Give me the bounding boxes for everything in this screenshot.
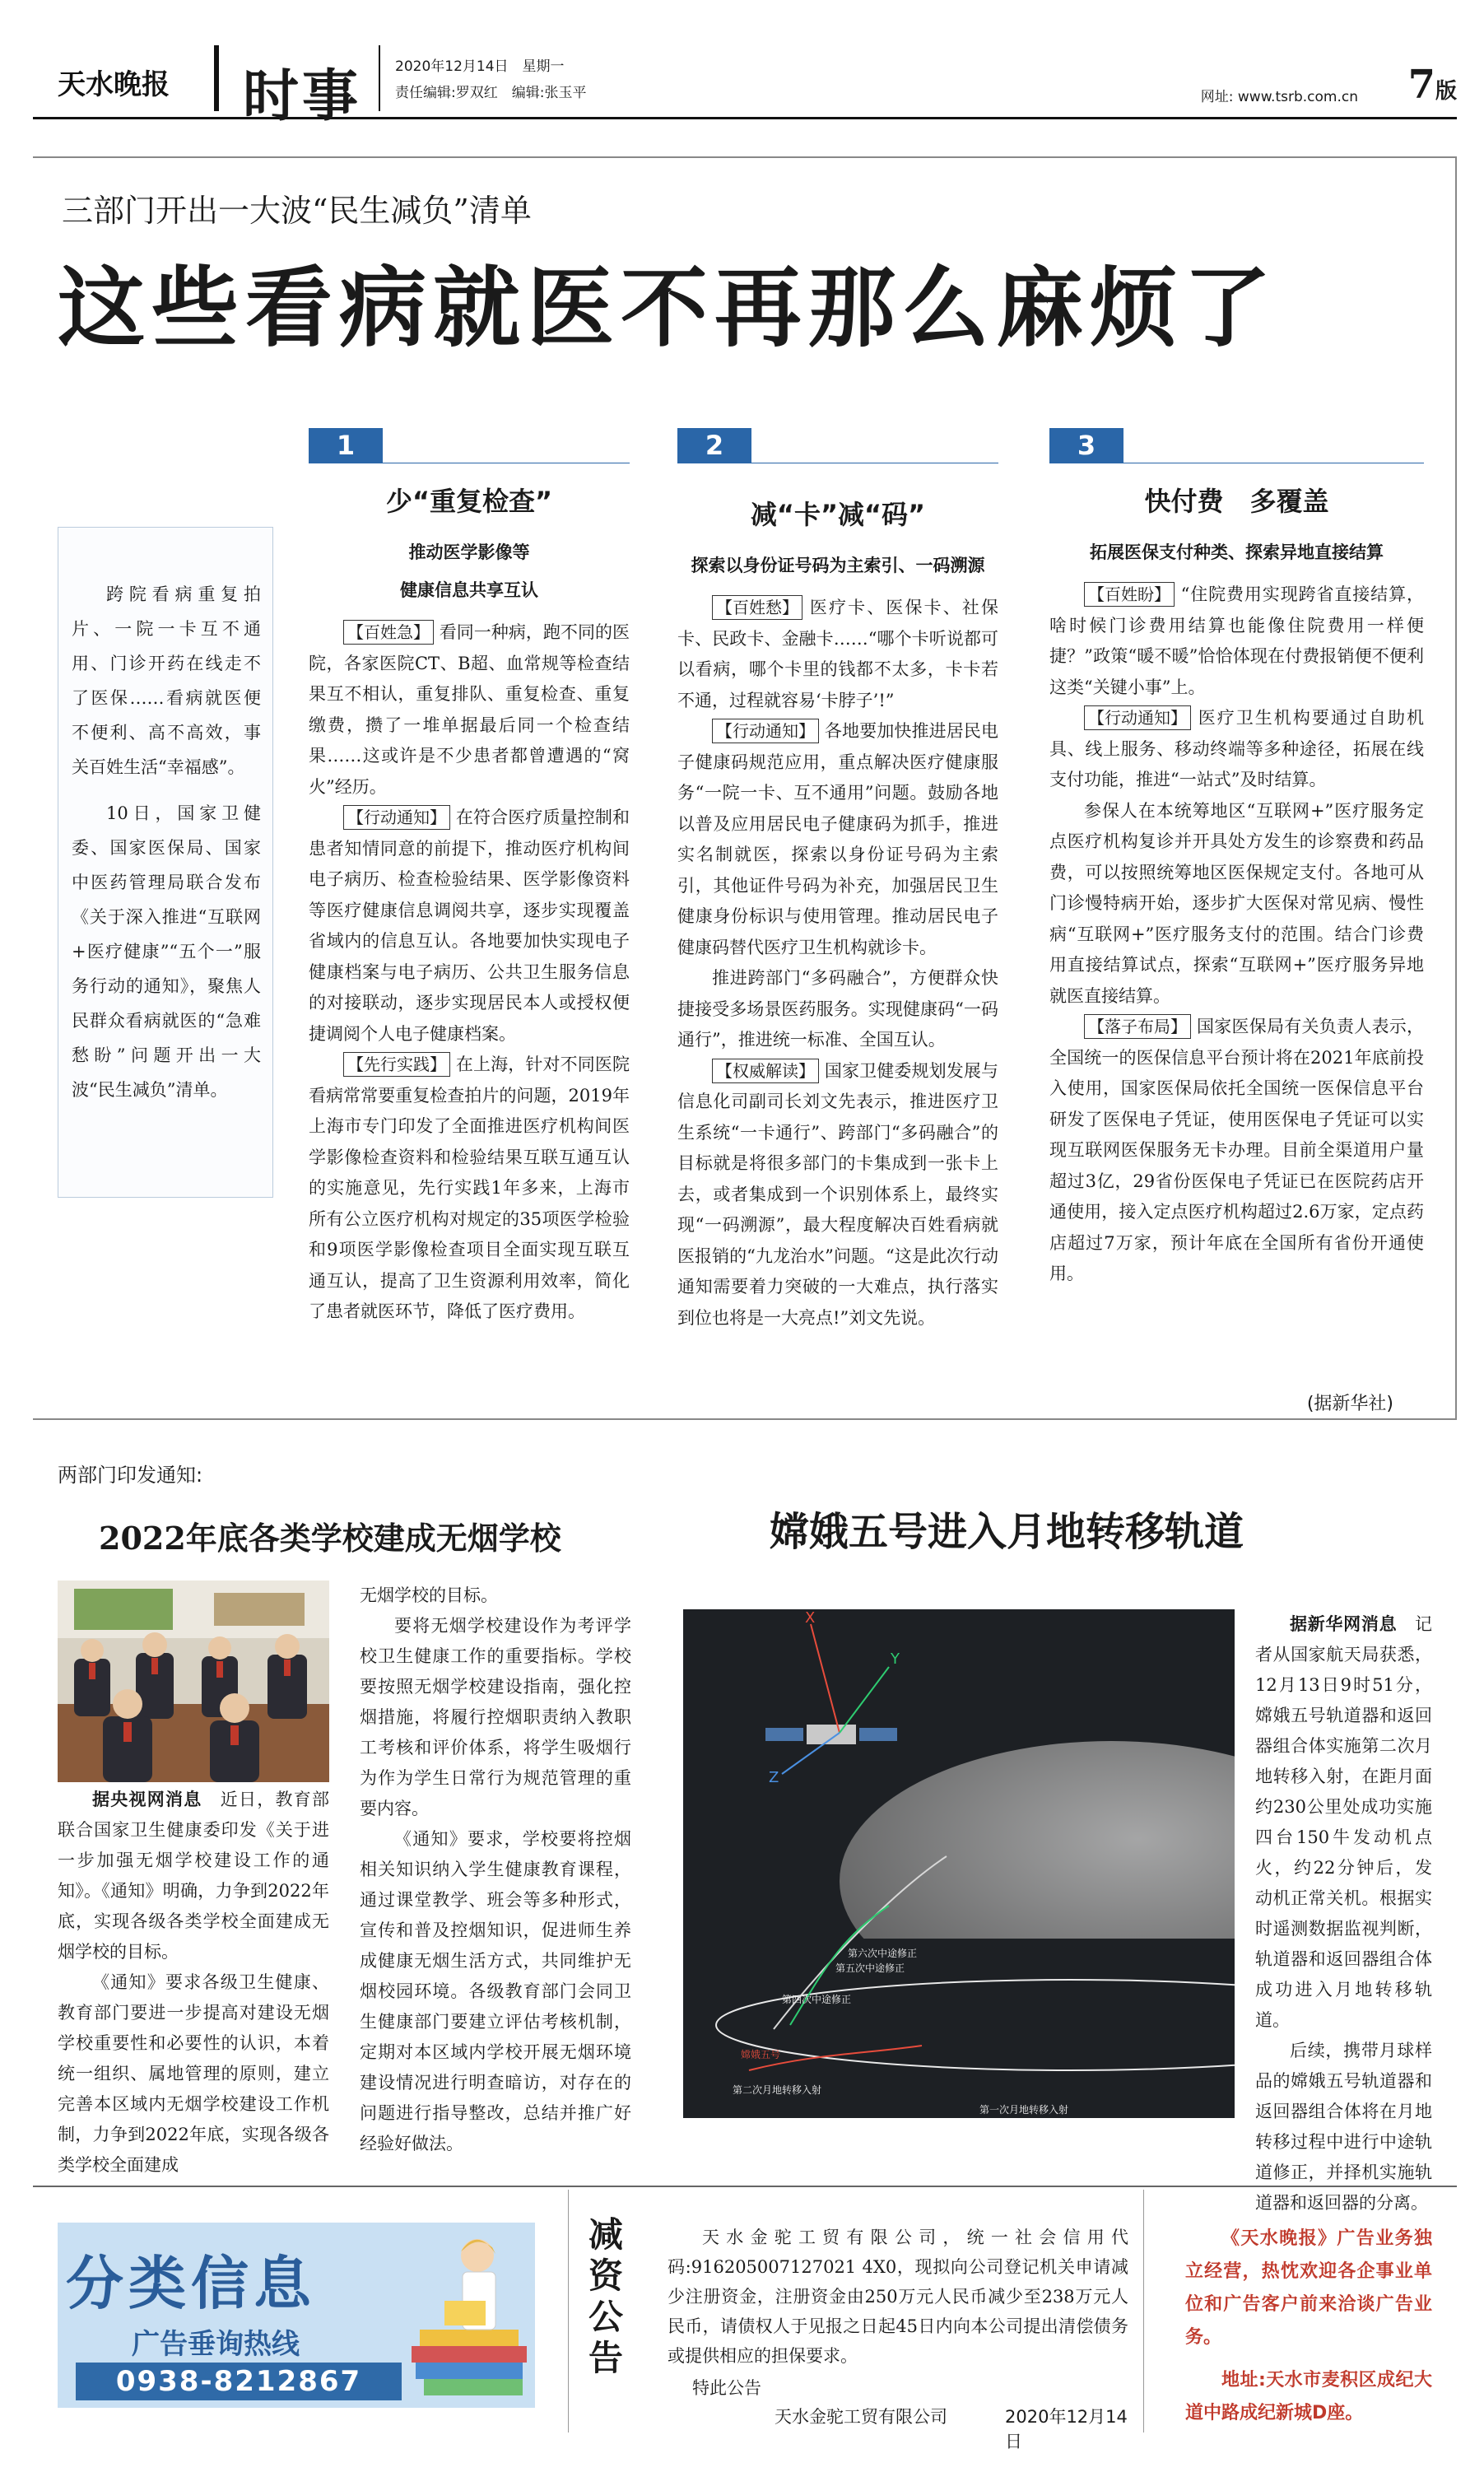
- section-tag: 【落子布局】: [1084, 1014, 1191, 1039]
- body-paragraph: [677, 716, 998, 963]
- axis-z-label: Z: [769, 1769, 779, 1786]
- notice-signature: 天水金驼工贸有限公司: [775, 2407, 947, 2427]
- column-number-bar: [1049, 428, 1424, 463]
- paragraph-text: 各地要加快推进居民电子健康码规范应用，重点解决医疗健康服务“一院一卡、互不通用”问题。鼓励各地以普及应用居民电子健康码为抓手，推进实名制就医，探索以身份证号码为主索引，其他证件号码为补充，加强居民卫生健康身份标识与使用管理。推动居民电子健康码替代医疗卫生机构就诊卡。: [677, 721, 998, 957]
- section-tag: 【百姓盼】: [1084, 582, 1175, 607]
- axis-x-label: X: [805, 1609, 816, 1627]
- classified-hotline: 广告垂询热线: [132, 2328, 300, 2361]
- paragraph-text: 国家医保局有关负责人表示，全国统一的医保信息平台预计将在2021年底前投入使用，国家医保局依托全国统一医保信息平台研发了医保电子凭证，使用医保电子凭证可以实现互联网医保服务无卡办理。目前全渠道用户量超过3亿，29省份医保电子凭证已在医院药店开通使用，接入定点医疗机构超过2.6万家，定点药店超过7万家，预计年底在全国所有省份开通使用。: [1049, 1017, 1424, 1283]
- paragraph-text: 在上海，针对不同医院看病常常要重复检查拍片的问题，2019年上海市专门印发了全面推进医疗机构间医学影像检查资料和检验结果互联互通互认的实施意见，先行实践1年多来，上海市所有公立医疗机构对规定的35项医学检验和9项医学影像检查项目全面实现互联互通互认，提高了卫生资源利用效率，简化了患者就医环节，降低了医疗费用。: [309, 1054, 630, 1321]
- section-tag: 【权威解读】: [712, 1059, 819, 1083]
- body-paragraph: [58, 1967, 329, 2181]
- header-divider-thin: [379, 45, 380, 111]
- notice-body: 天水金驼工贸有限公司，统一社会信用代码:916205007127021 4X0，现拟向公司登记机关申请减少注册资金，注册资金由250万元人民币减少至238万元人民币，请债权人于见报之日起45日内向本公司提出清偿债务或提供相应的担保要求。: [668, 2228, 1128, 2366]
- paragraph-text: 记者从国家航天局获悉，12月13日9时51分，嫦娥五号轨道器和返回器组合体实施第二次月地转移入射，在距月面约230公里处成功实施四台150牛发动机点火，约22分钟后，发动机正常关机。根据实时遥测数据监视判断，轨道器和返回器组合体成功进入月地转移轨道。: [1255, 1614, 1433, 2030]
- notice-date: 2020年12月14日: [1005, 2407, 1128, 2451]
- orbit-diagram: [683, 1609, 1235, 2118]
- paragraph-text: 近日，教育部联合国家卫生健康委印发《关于进一步加强无烟学校建设工作的通知》。《通知》明确，力争到2022年底，实现各级各类学校全面建成无烟学校的目标。: [58, 1790, 329, 1962]
- article-column-3: [1049, 428, 1424, 1290]
- body-paragraph: [1049, 703, 1424, 796]
- intro-paragraph: 跨院看病重复拍片、一院一卡互不通用、门诊开药在线走不了医保……看病就医便不便利、高不高效，事关百姓生活“幸福感”。: [72, 584, 261, 777]
- paragraph-text: 推进跨部门“多码融合”，方便群众快捷接受多场景医药服务。实现健康码“一码通行”，推进统一标准、全国互认。: [677, 968, 998, 1050]
- column-subheading: [1049, 533, 1424, 571]
- column-body: [1049, 580, 1424, 1290]
- trajectory-label: 嫦娥五号: [741, 2049, 781, 2060]
- subheading-line: 拓展医保支付种类、探索异地直接结算: [1090, 542, 1384, 562]
- paragraph-text: 看同一种病，跑不同的医院，各家医院CT、B超、血常规等检查结果互不相认，重复排队、重复检查、重复缴费，攒了一堆单据最后同一个检查结果……这或许是不少患者都曾遭遇的“窝火”经历。: [309, 622, 630, 797]
- paragraph-text: 国家卫健委规划发展与信息化司副司长刘文先表示，推进医疗卫生系统“一卡通行”、跨部门“多码融合”的目标就是将很多部门的卡集成到一张卡上去，或者集成到一个识别体系上，最终实现“一码溯源”，最大程度解决百姓看病就医报销的“九龙治水”问题。“这是此次行动通知需要着力突破的一大难点，执行落实到位也将是一大亮点!”刘文先说。: [677, 1060, 998, 1328]
- column-number: 3: [1049, 428, 1123, 463]
- story2-column-right: [360, 1581, 631, 2159]
- body-paragraph: [1049, 580, 1424, 703]
- section-tag: 【行动通知】: [343, 805, 450, 830]
- column-heading: 快付费 多覆盖: [1144, 486, 1329, 517]
- story2-column-left: [58, 1785, 329, 2181]
- column-number: 1: [309, 428, 383, 463]
- section-title: 时事: [243, 63, 362, 129]
- section-tag: 【行动通知】: [712, 719, 819, 743]
- intro-sidebar: [58, 527, 273, 1198]
- trajectory-label: 第二次月地转移入射: [733, 2084, 822, 2096]
- orbit-diagram-image: [683, 1609, 1235, 2118]
- source-lead: 据央视网消息: [92, 1790, 202, 1809]
- bottom-divider: [33, 2186, 1457, 2187]
- story3-body: [1255, 1609, 1432, 2218]
- capital-reduction-notice: [568, 2190, 1144, 2451]
- intro-paragraph: 10日，国家卫健委、国家医保局、国家中医药管理局联合发布《关于深入推进“互联网+医疗健康”“五个一”服务行动的通知》，聚焦人民群众看病就医的“急难愁盼”问题开出一大波“民生减负”清单。: [72, 803, 261, 1100]
- body-paragraph: [309, 1050, 630, 1328]
- article-column-2: [677, 428, 998, 1334]
- promo-text: 《天水晚报》广告业务独立经营，热忱欢迎各企事业单位和广告客户前来洽谈广告业务。: [1185, 2228, 1432, 2348]
- section-tag: 【先行实践】: [343, 1052, 450, 1077]
- story2-headline: 2022年底各类学校建成无烟学校: [99, 1520, 561, 1557]
- classified-ad: [58, 2223, 535, 2408]
- trajectory-label: 第四次中途修正: [782, 1994, 852, 2005]
- subheading-line: 探索以身份证号码为主索引、一码溯源: [691, 555, 985, 575]
- reading-girl-illustration: [395, 2223, 535, 2408]
- article-column-1: [309, 428, 630, 1328]
- body-paragraph: [309, 617, 630, 803]
- subheading-line: 健康信息共享互认: [400, 580, 538, 600]
- axis-y-label: Y: [891, 1650, 900, 1668]
- column-body: [677, 593, 998, 1334]
- page-header: [33, 21, 1457, 129]
- body-paragraph: [1255, 2036, 1432, 2218]
- story2-kicker: 两部门印发通知:: [58, 1464, 203, 1487]
- main-kicker: 三部门开出一大波“民生减负”清单: [62, 193, 532, 229]
- body-paragraph: [1049, 796, 1424, 1013]
- trajectory-label: 第一次月地转移入射: [979, 2104, 1069, 2116]
- column-body: [309, 617, 630, 1328]
- trajectory-label: 第六次中途修正: [848, 1948, 918, 1959]
- body-paragraph: [677, 963, 998, 1056]
- page-number: [1408, 62, 1457, 108]
- body-paragraph: [309, 803, 630, 1050]
- notice-title: 减资公告: [588, 2214, 623, 2378]
- column-number-bar: [677, 428, 998, 463]
- body-paragraph: 《通知》要求，学校要将控烟相关知识纳入学生健康教育课程，通过课堂教学、班会等多种形式，宣传和普及控烟知识，促进师生养成健康无烟生活方式，共同维护无烟校园环境。各级教育部门会同卫生健康部门要建立评估考核机制，定期对本区域内学校开展无烟环境建设情况进行明查暗访，对存在的问题进行指导整改，总结并推广好经验好做法。: [360, 1829, 631, 2153]
- header-divider: [214, 45, 219, 111]
- body-paragraph: [58, 1785, 329, 1967]
- paragraph-text: 《通知》要求各级卫生健康、教育部门要进一步提高对建设无烟学校重要性和必要性的认识，本着统一组织、属地管理的原则，建立完善本区域内无烟学校建设工作机制，力争到2022年底，实现各级各类学校全面建成: [58, 1972, 329, 2175]
- column-heading: 少“重复检查”: [385, 486, 553, 517]
- body-paragraph: [677, 593, 998, 716]
- paragraph-text: 后续，携带月球样品的嫦娥五号轨道器和返回器组合体将在月地转移过程中进行中途轨道修正，并择机实施轨道器和返回器的分离。: [1255, 2041, 1432, 2213]
- website: 网址: www.tsrb.com.cn: [1200, 89, 1358, 105]
- paragraph-text: 参保人在本统筹地区“互联网+”医疗服务定点医疗机构复诊并开具处方发生的诊察费和药品费，可以按照统筹地区医保规定支付。各地可从门诊慢特病开始，逐步扩大医保对常见病、慢性病“互联网+”医疗服务支付的范围。结合门诊费用直接结算试点，探索“互联网+”医疗服务异地就医直接结算。: [1049, 800, 1424, 1006]
- source-credit: (据新华社): [1306, 1394, 1393, 1414]
- column-number-bar: [309, 428, 630, 463]
- body-paragraph: [677, 1056, 998, 1334]
- source-lead: 据新华网消息: [1290, 1614, 1398, 1634]
- page-number-value: 7: [1407, 62, 1435, 108]
- main-headline: 这些看病就医不再那么麻烦了: [58, 258, 1277, 359]
- body-paragraph: 要将无烟学校建设作为考评学校卫生健康工作的重要指标。学校要按照无烟学校建设指南，强化控烟措施，将履行控烟职责纳入教职工考核和评价体系，将学生吸烟行为作为学生日常行为规范管理的重要内容。: [360, 1616, 631, 1818]
- page-number-unit: 版: [1435, 79, 1457, 104]
- editors: 责任编辑:罗双红 编辑:张玉平: [395, 85, 587, 101]
- classroom-photo: [58, 1581, 329, 1782]
- column-heading: 减“卡”减“码”: [750, 499, 926, 530]
- paragraph-text: 医疗卡、医保卡、社保卡、民政卡、金融卡……“哪个卡听说都可以看病，哪个卡里的钱都不太多，卡卡若不通，过程就容易‘卡脖子’!”: [677, 598, 998, 710]
- section-tag: 【行动通知】: [1084, 705, 1191, 730]
- paragraph-text: “住院费用实现跨省直接结算，啥时候门诊费用结算也能像住院费用一样便捷？”政策“暖不暖”恰恰体现在付费报销便不便利这类“关键小事”上。: [1049, 584, 1424, 697]
- body-paragraph: [1049, 1012, 1424, 1290]
- column-subheading: [677, 547, 998, 584]
- column-subheading: [309, 533, 630, 609]
- section-tag: 【百姓愁】: [712, 595, 802, 620]
- body-paragraph: [1255, 1609, 1432, 2036]
- classroom-photo-image: [58, 1581, 329, 1782]
- paragraph-text: 在符合医疗质量控制和患者知情同意的前提下，推动医疗机构间电子病历、检查检验结果、医学影像资料等医疗健康信息调阅共享，逐步实现覆盖省域内的信息互认。各地要加快实现电子健康档案与电子病历、公共卫生服务信息的对接联动，逐步实现居民本人或授权便捷调阅个人电子健康档案。: [309, 808, 630, 1044]
- promo-address: 地址:天水市麦积区成纪大道中路成纪新城D座。: [1185, 2370, 1432, 2423]
- header-meta: [395, 54, 586, 106]
- masthead: 天水晚报: [58, 68, 170, 101]
- column-number: 2: [677, 428, 751, 463]
- issue-date: 2020年12月14日 星期一: [395, 58, 565, 75]
- subheading-line: 推动医学影像等: [408, 542, 530, 562]
- story3-headline: 嫦娥五号进入月地转移轨道: [770, 1509, 1244, 1555]
- notice-closing: 特此公告: [692, 2378, 761, 2398]
- section-tag: 【百姓急】: [343, 620, 434, 645]
- classified-title: 分类信息: [66, 2250, 316, 2317]
- trajectory-label: 第五次中途修正: [835, 1962, 905, 1974]
- ad-promo: [1185, 2223, 1432, 2430]
- classified-phone: 0938-8212867: [76, 2363, 402, 2400]
- paragraph-text: 医疗卫生机构要通过自助机具、线上服务、移动终端等多种途径，拓展在线支付功能，推进“一站式”及时结算。: [1049, 708, 1424, 789]
- body-paragraph: 无烟学校的目标。: [360, 1585, 498, 1605]
